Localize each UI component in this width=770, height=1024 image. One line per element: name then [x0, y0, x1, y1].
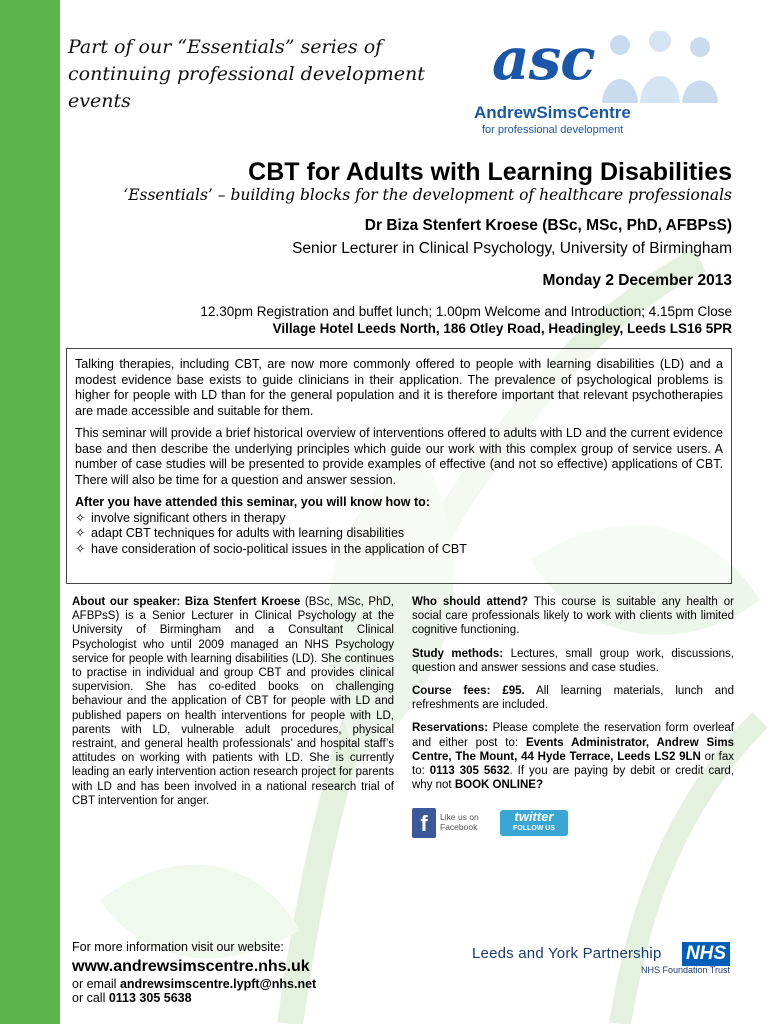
- nhs-trust-subtitle: NHS Foundation Trust: [640, 965, 730, 975]
- phone-line: or call 0113 305 5638: [72, 991, 192, 1005]
- asc-logo-mark: asc: [492, 25, 595, 93]
- fax-number: 0113 305 5632: [429, 765, 510, 778]
- course-fees: Course fees: £95. All learning materials, lunch and refreshments are included.: [412, 685, 734, 712]
- intro-paragraph-2: This seminar will provide a brief historical overview of interventions offered to adults with LD and the current evidence base and then describe the underlying principles which guide our work with this complex group of service users. A number of case studies will be presented to provide examples of effective (and not so effective) applications of CBT. There will also be time for a question and answer session.: [75, 426, 724, 487]
- speaker-bio-heading: About our speaker: Biza Stenfert Kroese: [72, 596, 301, 608]
- website-link[interactable]: www.andrewsimscentre.nhs.uk: [72, 957, 310, 975]
- asc-logo: [460, 25, 740, 145]
- event-title: CBT for Adults with Learning Disabilities: [248, 158, 732, 186]
- event-schedule: 12.30pm Registration and buffet lunch; 1.00pm Welcome and Introduction; 4.15pm Close: [200, 304, 732, 319]
- bullet-star-icon: ✧: [75, 541, 86, 556]
- green-sidebar: [0, 0, 60, 1024]
- twitter-follow-button[interactable]: [500, 810, 568, 836]
- speaker-name: Dr Biza Stenfert Kroese (BSc, MSc, PhD, AFBPsS): [364, 217, 732, 234]
- more-info-label: For more information visit our website:: [72, 940, 284, 954]
- speaker-bio-text: (BSc, MSc, PhD, AFBPsS) is a Senior Lecturer in Clinical Psychology at the University of Birmingham and a Consultant Clinical Psychologist who until 2009 managed an NHS Psychology service for people with learning disabilities (LD). She continues to practise in individual and group CBT and provides clinical supervision. She has co-edited books on challenging behaviour and the application of CBT for people with LD and published papers on health interventions for people with LD, parents with LD, vulnerable adult procedures, physical restraint, and general health professionals’ and hospital staff’s attitudes on working with patients with LD. She is currently leading an early intervention action research project for parents with LD and has been involved in a national research trial of CBT intervention for anger.: [72, 596, 394, 807]
- event-subtitle: ‘Essentials’ – building blocks for the development of healthcare professionals: [123, 186, 732, 204]
- event-venue: Village Hotel Leeds North, 186 Otley Road, Headingley, Leeds LS16 5PR: [272, 321, 732, 336]
- list-item: ✧ have consideration of socio-political issues in the application of CBT: [75, 541, 467, 556]
- outcomes-heading: After you have attended this seminar, you will know how to:: [75, 495, 430, 509]
- study-methods: Study methods: Lectures, small group work, discussions, question and answer sessions and case studies.: [412, 647, 735, 674]
- who-should-attend: Who should attend? This course is suitable any health or social care professionals likely to work with clients with limited cognitive functioning.: [412, 596, 734, 637]
- nhs-trust-logo: [472, 942, 730, 978]
- email-line: or email andrewsimscentre.lypft@nhs.net: [72, 976, 317, 991]
- intro-paragraph-1: Talking therapies, including CBT, are now more commonly offered to people with learning disabilities (LD) and a modest evidence base exists to guide clinicians in their application. The prevalence of psychological problems is higher for people with LD than for the general population and it is therefore important that relevant psychotherapies are made accessible and suitable for them.: [75, 357, 723, 418]
- essentials-series-note: Part of our “Essentials” series of continuing professional development events: [68, 36, 425, 112]
- nhs-badge: NHS: [682, 942, 730, 966]
- bullet-star-icon: ✧: [75, 510, 86, 525]
- outcomes-list: [75, 511, 723, 558]
- flyer-page: [60, 0, 770, 1024]
- speaker-role: Senior Lecturer in Clinical Psychology, University of Birmingham: [292, 240, 732, 257]
- nhs-trust-name: Leeds and York Partnership: [472, 945, 662, 962]
- course-details-column: [412, 595, 734, 801]
- book-online-link[interactable]: BOOK ONLINE?: [454, 779, 543, 792]
- seminar-description-box: [66, 348, 732, 584]
- twitter-wordmark: twitter: [514, 809, 554, 824]
- people-silhouettes: [580, 31, 730, 103]
- social-links: [412, 808, 572, 840]
- reservations: Reservations: Please complete the reservation form overleaf and either post to: Events Administrator, Andrew Sims Centre, The Mount, 44 Hyde Terrace, Leeds LS2 9LN or fax to: 0113 305 5632. If you are paying by debit or credit card, why not BOOK ONLINE?: [412, 722, 735, 792]
- event-date: Monday 2 December 2013: [542, 272, 732, 289]
- speaker-bio: [72, 595, 394, 808]
- asc-logo-name: AndrewSimsCentre: [474, 103, 631, 122]
- facebook-icon[interactable]: f: [412, 808, 436, 838]
- contact-info: [72, 940, 402, 1006]
- list-item: ✧ involve significant others in therapy: [75, 510, 286, 525]
- list-item: ✧ adapt CBT techniques for adults with learning disabilities: [75, 526, 405, 540]
- bullet-star-icon: ✧: [75, 526, 86, 540]
- facebook-label[interactable]: Like us on Facebook: [440, 812, 479, 832]
- twitter-follow-label: FOLLOW US: [513, 825, 555, 832]
- email-link[interactable]: andrewsimscentre.lypft@nhs.net: [119, 976, 317, 991]
- reservation-address: Events Administrator, Andrew Sims Centre, The Mount, 44 Hyde Terrace, Leeds LS2 9LN: [412, 736, 734, 763]
- phone-number: 0113 305 5638: [108, 991, 192, 1005]
- speaker-bio-column: [72, 595, 394, 817]
- asc-logo-tagline: for professional development: [482, 124, 624, 136]
